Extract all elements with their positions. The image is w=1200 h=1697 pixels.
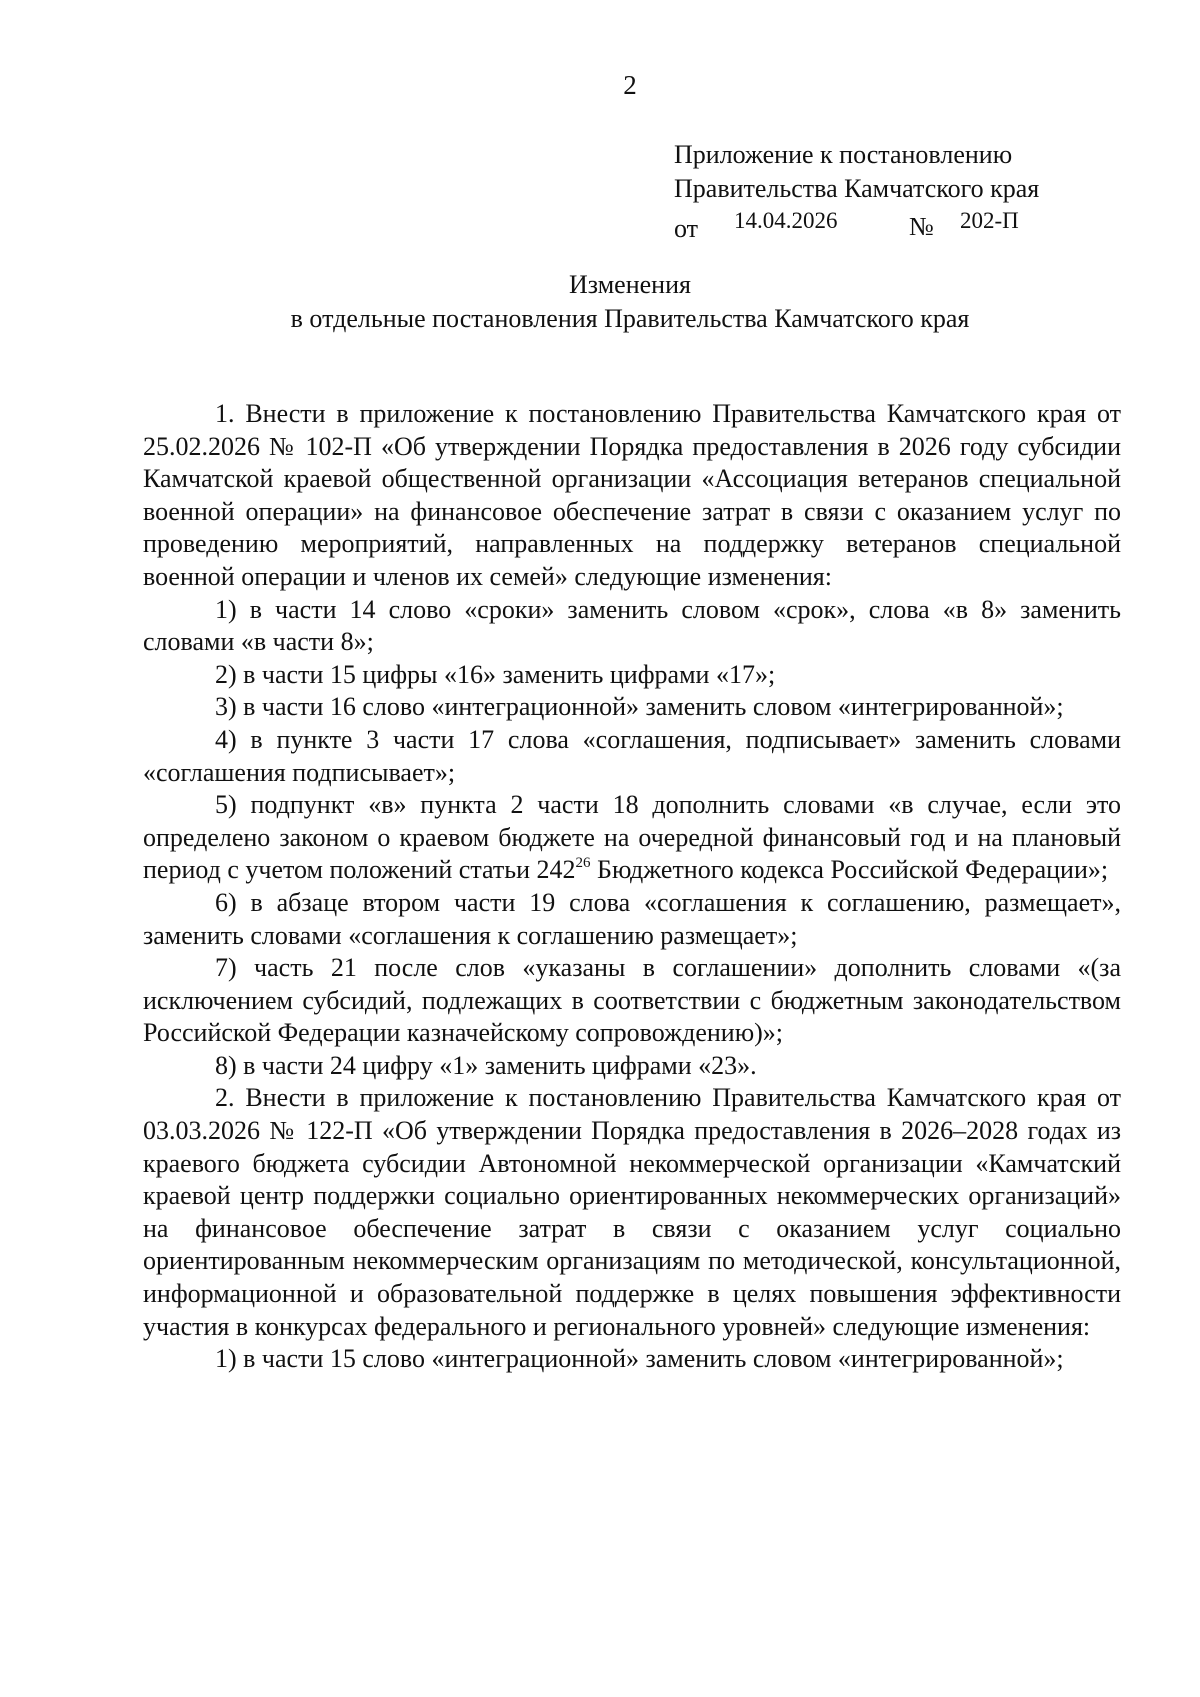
number-label: № bbox=[909, 212, 934, 241]
paragraph-1-item-1: 1) в части 14 слово «сроки» заменить словом «срок», слова «в 8» заменить словами «в части 8»; bbox=[143, 594, 1121, 657]
paragraph-1-item-2: 2) в части 15 цифры «16» заменить цифрами «17»; bbox=[215, 659, 776, 689]
title-line-1: Изменения bbox=[569, 270, 691, 299]
article-superscript: 26 bbox=[575, 855, 591, 872]
paragraph-1-item-5 bbox=[143, 789, 1121, 887]
paragraph-1-item-3: 3) в части 16 слово «интеграционной» заменить словом «интегрированной»; bbox=[215, 692, 1064, 722]
paragraph-1-item-6: 6) в абзаце втором части 19 слова «соглашения к соглашению, размещает», заменить словами «соглашения к соглашению размещает»; bbox=[143, 887, 1121, 950]
approval-line-2: Правительства Камчатского края bbox=[674, 174, 1040, 203]
paragraph-1-item-4: 4) в пункте 3 части 17 слова «соглашения, подписывает» заменить словами «соглашения подписывает»; bbox=[143, 724, 1121, 787]
paragraph-1-item-7: 7) часть 21 после слов «указаны в соглашении» дополнить словами «(за исключением субсидий, подлежащих в соответствии с бюджетным законодательством Российской Федерации казначейскому сопровождению)»; bbox=[143, 953, 1121, 1048]
paragraph-1: 1. Внести в приложение к постановлению Правительства Камчатского края от 25.02.2026 № 102-П «Об утверждении Порядка предоставления в 2026 году субсидии Камчатской краевой общественной организации «Ассоциация ветеранов специальной военной операции» на финансовое обеспечение затрат в связи с оказанием услуг по проведению мероприятий, направленных на поддержку ветеранов специальной военной операции и членов их семей» следующие изменения: bbox=[143, 399, 1121, 591]
from-label: от bbox=[674, 214, 699, 243]
decree-number: 202-П bbox=[960, 208, 1019, 233]
item-5-text-after: Бюджетного кодекса Российской Федерации»; bbox=[590, 855, 1109, 885]
page-number: 2 bbox=[623, 70, 637, 100]
decree-date: 14.04.2026 bbox=[734, 208, 838, 233]
paragraph-2-item-1: 1) в части 15 слово «интеграционной» заменить словом «интегрированной»; bbox=[215, 1344, 1064, 1374]
paragraph-1-item-8: 8) в части 24 цифру «1» заменить цифрами «23». bbox=[215, 1050, 757, 1080]
document-body bbox=[143, 398, 1121, 1376]
document-title bbox=[0, 268, 1200, 336]
paragraph-2: 2. Внести в приложение к постановлению Правительства Камчатского края от 03.03.2026 № 122-П «Об утверждении Порядка предоставления в 2026–2028 годах из краевого бюджета субсидии Автономной некоммерческой организации «Камчатский краевой центр поддержки социально ориентированных некоммерческих организаций» на финансовое обеспечение затрат в связи с оказанием услуг социально ориентированным некоммерческим организациям по методической, консультационной, информационной и образовательной поддержке в целях повышения эффективности участия в конкурсах федерального и регионального уровней» следующие изменения: bbox=[143, 1083, 1121, 1341]
item-5-text-before: 5) подпункт «в» пункта 2 части 18 дополнить словами «в случае, если это определено законом о краевом бюджете на очередной финансовый год и на плановый период с учетом положений статьи 242 bbox=[143, 790, 1121, 885]
approval-line-1: Приложение к постановлению bbox=[674, 140, 1013, 169]
approval-block bbox=[674, 138, 1039, 242]
title-line-2: в отдельные постановления Правительства Камчатского края bbox=[290, 304, 970, 333]
approval-meta-line bbox=[674, 208, 1039, 242]
